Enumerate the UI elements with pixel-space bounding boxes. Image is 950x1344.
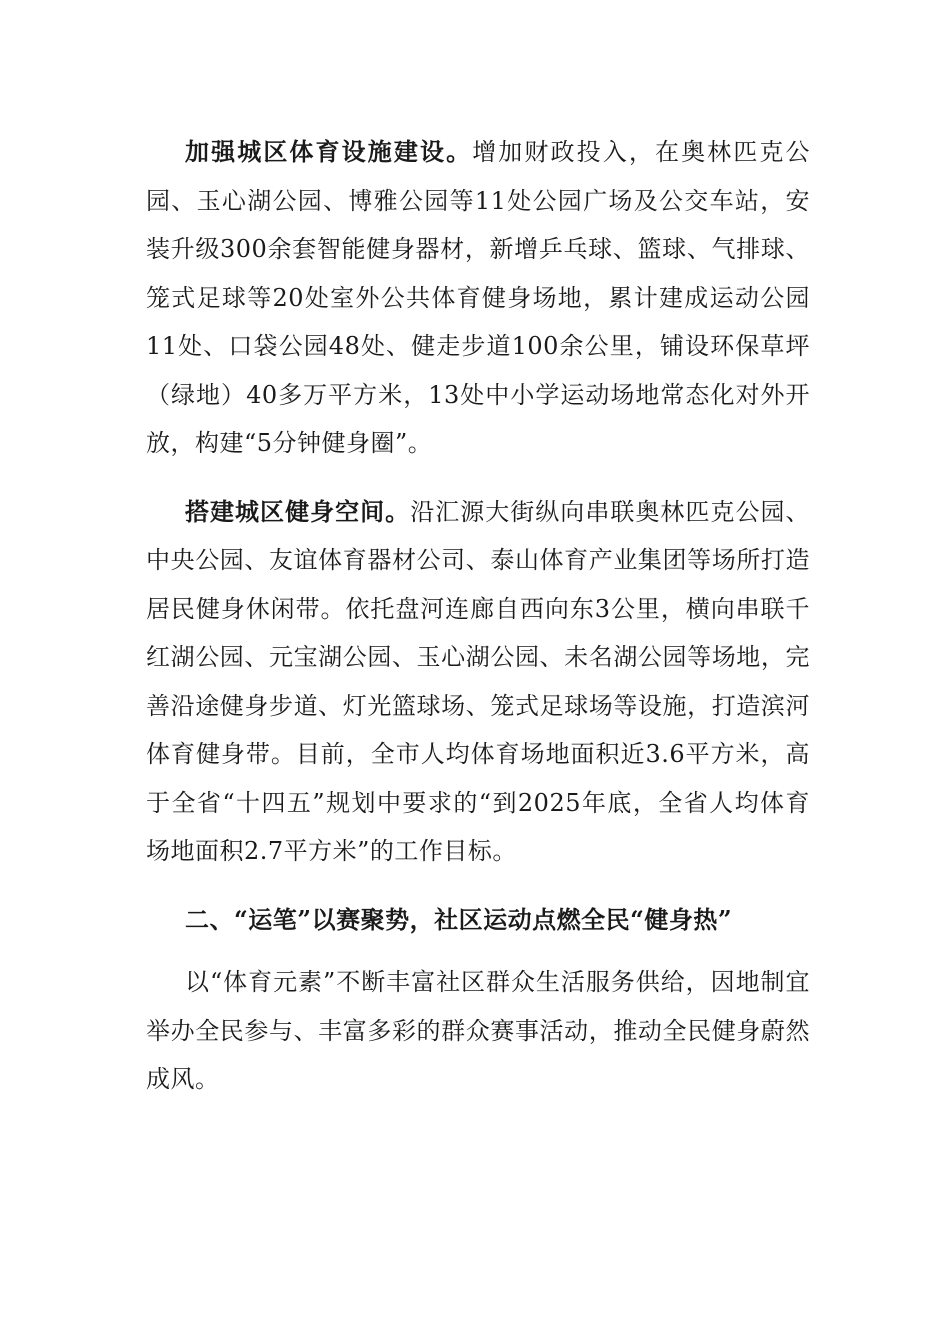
closing-paragraph: 以“体育元素”不断丰富社区群众生活服务供给，因地制宜举办全民参与、丰富多彩的群众赛事活动，推动全民健身蔚然成风。	[146, 968, 810, 1093]
paragraph-facility-construction	[146, 128, 810, 468]
section-heading: 二、“运笔”以赛聚势，社区运动点燃全民“健身热”	[185, 904, 733, 934]
paragraph-lead: 加强城区体育设施建设。	[185, 137, 473, 166]
paragraph-fitness-space	[146, 488, 810, 876]
paragraph-body: 沿汇源大街纵向串联奥林匹克公园、中央公园、友谊体育器材公司、泰山体育产业集团等场所打造居民健身休闲带。依托盘河连廊自西向东3公里，横向串联千红湖公园、元宝湖公园、玉心湖公园、未名湖公园等场地，完善沿途健身步道、灯光篮球场、笼式足球场等设施，打造滨河体育健身带。目前，全市人均体育场地面积近3.6平方米，高于全省“十四五”规划中要求的“到2025年底，全省人均体育场地面积2.7平方米”的工作目标。	[146, 497, 810, 865]
paragraph-body: 增加财政投入，在奥林匹克公园、玉心湖公园、博雅公园等11处公园广场及公交车站，安装升级300余套智能健身器材，新增乒乓球、篮球、气排球、笼式足球等20处室外公共体育健身场地，累计建成运动公园11处、口袋公园48处、健走步道100余公里，铺设环保草坪（绿地）40多万平方米，13处中小学运动场地常态化对外开放，构建“5分钟健身圈”。	[146, 138, 811, 457]
document-page	[146, 128, 810, 1124]
paragraph-lead: 搭建城区健身空间。	[185, 496, 411, 526]
